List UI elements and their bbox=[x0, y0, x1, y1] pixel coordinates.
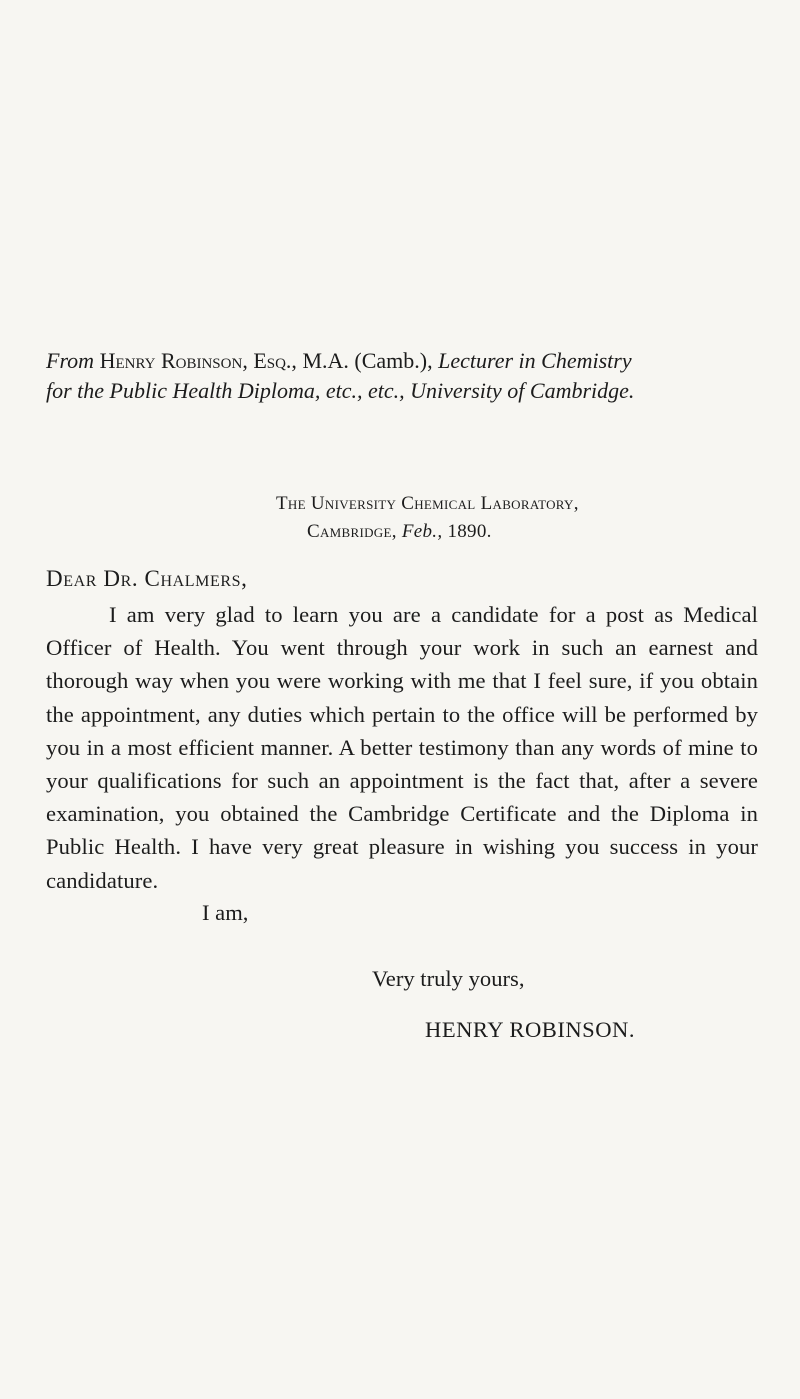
author-degree: M.A. (Camb.), bbox=[302, 348, 433, 373]
address-line-1: The University Chemical Laboratory, bbox=[276, 493, 579, 514]
author-title-line-1: Lecturer in Chemistry bbox=[438, 348, 632, 373]
address-year: 1890. bbox=[447, 521, 492, 542]
address-place: Cambridge, bbox=[307, 521, 397, 542]
heading-line-1 bbox=[46, 346, 766, 376]
author-name: Henry Robinson, Esq., bbox=[99, 348, 297, 373]
letter-heading bbox=[46, 346, 766, 406]
letter-body: I am very glad to learn you are a candidate for a post as Medical Officer of Health. You went through your work in such an earnest and thorough way when you were working with me that I feel sure, if you obtain the appointment, any duties which pertain to the office will be performed by you in a most efficient manner. A better testimony than any words of mine to your qualifications for such an appointment is the fact that, after a severe examination, you obtained the Cambridge Certificate and the Diploma in Public Health. I have very great pleasure in wishing you success in your candidature. bbox=[46, 602, 758, 893]
author-title-line-2: for the Public Health Diploma, etc., etc., University of Cambridge. bbox=[46, 378, 635, 403]
address-month: Feb., bbox=[401, 521, 443, 542]
heading-from: From bbox=[46, 348, 95, 373]
heading-line-2 bbox=[46, 376, 766, 406]
valediction: Very truly yours, bbox=[372, 966, 525, 991]
salutation: Dear Dr. Chalmers, bbox=[46, 566, 248, 591]
signature: HENRY ROBINSON. bbox=[425, 1017, 636, 1042]
address-line-2 bbox=[276, 518, 776, 546]
closing: I am, bbox=[202, 900, 249, 925]
sender-address bbox=[276, 490, 776, 546]
